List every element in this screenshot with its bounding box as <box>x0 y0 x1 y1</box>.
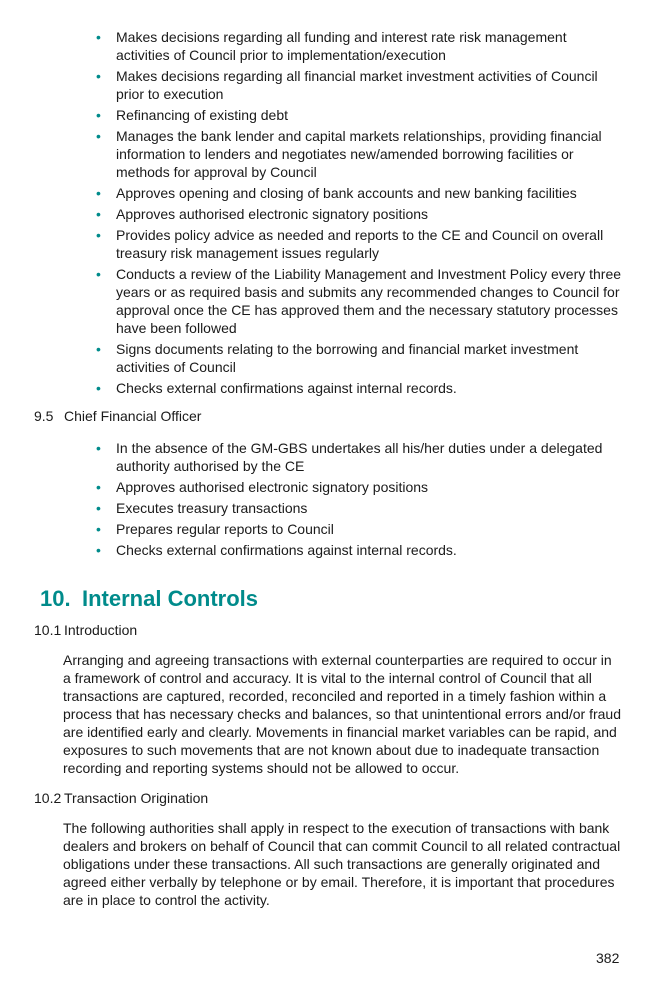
list-item-text: Executes treasury transactions <box>116 500 308 516</box>
section-number: 10.2 <box>34 790 62 806</box>
list-item-text: In the absence of the GM-GBS undertakes all his/her duties under a delegated authority authorised by the CE <box>116 440 603 474</box>
bullet-icon: • <box>96 500 101 516</box>
section-10-heading <box>40 585 645 613</box>
bullet-icon: • <box>96 206 101 222</box>
introduction-paragraph: Arranging and agreeing transactions with external counterparties are required to occur in a framework of control and accuracy. It is vital to the internal control of Council that all transactions are captured, recorded, reconciled and reported in a timely fashion within a process that has necessary checks and balances, so that unintentional errors and/or fraud are identified early and clearly. Movements in financial market variables can be rapid, and exposures to such movements that are not known about due to inadequate transaction recording and reporting systems should not be allowed to occur. <box>63 652 621 776</box>
list-item <box>96 127 622 181</box>
list-item-text: Signs documents relating to the borrowing and financial market investment activities of Council <box>116 341 579 375</box>
list-item <box>96 541 622 559</box>
transaction-origination-paragraph: The following authorities shall apply in respect to the execution of transactions with bank dealers and brokers on behalf of Council that can commit Council to all related contractual obligations under these transactions. All such transactions are generally originated and agreed either verbally by telephone or by email. Therefore, it is important that procedures are in place to control the activity. <box>63 820 621 908</box>
list-item-text: Approves authorised electronic signatory positions <box>116 206 429 222</box>
list-item-text: Checks external confirmations against internal records. <box>116 542 457 558</box>
bullet-icon: • <box>96 185 101 201</box>
list-item <box>96 520 622 538</box>
heading-title: Internal Controls <box>82 586 259 611</box>
list-item <box>96 184 622 202</box>
list-item-text: Refinancing of existing debt <box>116 107 288 123</box>
bullet-icon: • <box>96 380 101 396</box>
section-number: 9.5 <box>34 408 54 424</box>
list-item-text: Makes decisions regarding all financial market investment activities of Council prior to execution <box>116 68 598 102</box>
list-item-text: Provides policy advice as needed and reports to the CE and Council on overall treasury risk management issues regularly <box>116 227 604 261</box>
list-item <box>96 340 622 376</box>
list-item <box>96 226 622 262</box>
section-title: Chief Financial Officer <box>64 408 202 424</box>
list-item <box>96 205 622 223</box>
bullet-icon: • <box>96 29 101 45</box>
list-item-text: Conducts a review of the Liability Management and Investment Policy every three years or as required basis and submits any recommended changes to Council for approval once the CE has approved them and the necessary statutory processes have been followed <box>116 266 622 336</box>
bullet-icon: • <box>96 107 101 123</box>
list-item <box>96 379 622 397</box>
list-item-text: Checks external confirmations against internal records. <box>116 380 457 396</box>
section-title: Introduction <box>64 622 138 638</box>
responsibilities-list <box>96 28 622 397</box>
section-title: Transaction Origination <box>64 790 209 806</box>
section-10-1-heading <box>34 621 645 639</box>
bullet-icon: • <box>96 128 101 144</box>
list-item-text: Manages the bank lender and capital markets relationships, providing financial information to lenders and negotiates new/amended borrowing facilities or methods for approval by Council <box>116 128 602 180</box>
list-item-text: Makes decisions regarding all funding and interest rate risk management activities of Council prior to implementation/execution <box>116 29 567 63</box>
list-item <box>96 106 622 124</box>
bullet-icon: • <box>96 341 101 357</box>
heading-number: 10. <box>40 586 71 611</box>
bullet-icon: • <box>96 266 101 282</box>
section-number: 10.1 <box>34 622 62 638</box>
list-item <box>96 499 622 517</box>
list-item <box>96 478 622 496</box>
list-item-text: Approves authorised electronic signatory positions <box>116 479 429 495</box>
page-number: 382 <box>596 950 620 966</box>
bullet-icon: • <box>96 542 101 558</box>
bullet-icon: • <box>96 479 101 495</box>
section-10-2-heading <box>34 789 645 807</box>
list-item-text: Approves opening and closing of bank accounts and new banking facilities <box>116 185 577 201</box>
list-item-text: Prepares regular reports to Council <box>116 521 334 537</box>
section-9-5-heading <box>34 407 645 425</box>
cfo-responsibilities-list <box>96 439 622 559</box>
bullet-icon: • <box>96 227 101 243</box>
list-item <box>96 28 622 64</box>
list-item <box>96 67 622 103</box>
bullet-icon: • <box>96 521 101 537</box>
list-item <box>96 265 622 337</box>
bullet-icon: • <box>96 440 101 456</box>
list-item <box>96 439 622 475</box>
bullet-icon: • <box>96 68 101 84</box>
